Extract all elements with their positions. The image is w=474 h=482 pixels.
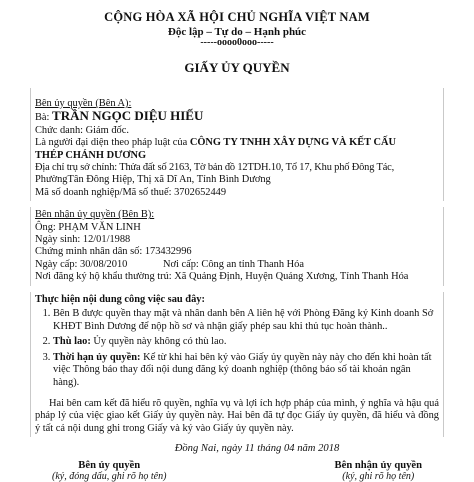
signature-party-b <box>335 460 422 482</box>
party-a-rep-line <box>35 137 439 149</box>
party-a-rep-prefix: Là người đại diện theo pháp luật của <box>35 137 190 149</box>
party-a-heading: Bên ủy quyền (Bên A): <box>35 98 132 109</box>
content-item-3-text: Kể từ khi hai bên ký vào Giấy ủy quyền này này cho đến khi hoàn tất việc Thông báo thay đổi nội dung đăng ký doanh nghiệp (thông báo số tài khoản ngân hàng). <box>53 351 432 389</box>
party-b-dob: Ngày sinh: 12/01/1988 <box>35 234 131 246</box>
content-item-2 <box>53 336 439 349</box>
party-a-name: TRẦN NGỌC DIỆU HIẾU <box>52 108 204 124</box>
signature-block <box>30 460 444 482</box>
party-a-position: Chức danh: Giám đốc. <box>35 124 129 136</box>
national-title: CỘNG HÒA XÃ HỘI CHỦ NGHĨA VIỆT NAM <box>104 10 370 24</box>
content-item-3-label: Thời hạn ủy quyền: <box>53 351 141 363</box>
content-heading: Thực hiện nội dung công việc sau đây: <box>35 293 205 305</box>
party-b-residence-line <box>35 271 439 283</box>
date-place: Đồng Nai, ngày 11 tháng 04 năm 2018 <box>174 443 340 455</box>
party-b-residence: Xã Quảng Định, Huyện Quảng Xương, Tỉnh Thanh Hóa <box>174 271 409 283</box>
party-a-company-line2: THÉP CHÁNH DƯƠNG <box>35 149 147 161</box>
party-a-tax-id: Mã số doanh nghiệp/Mã số thuế: 3702652449 <box>35 186 227 198</box>
party-b-issue-date: Ngày cấp: 30/08/2010 <box>35 258 128 270</box>
party-a-section <box>30 88 444 201</box>
signature-a-role: Bên ủy quyền <box>78 460 141 472</box>
content-item-2-label: Thù lao: <box>53 336 91 348</box>
content-item-2-text: Ủy quyền này không có thù lao. <box>90 336 227 348</box>
national-motto: Độc lập – Tự do – Hạnh phúc <box>167 26 307 38</box>
party-a-address-line2: PhườngTân Đông Hiệp, Thị xã Dĩ An, Tỉnh Bình Dương <box>35 174 271 186</box>
party-a-address-line1: Địa chỉ trụ sở chính: Thửa đất số 2163, Tờ bản đồ 12TDH.10, Tổ 17, Khu phố Đông Tác, <box>35 162 395 174</box>
party-b-issue-row <box>35 259 439 271</box>
header-separator: -----oooo0ooo----- <box>200 37 274 48</box>
party-b-section <box>30 207 444 285</box>
party-b-id-number: Chứng minh nhân dân số: 173432996 <box>35 246 192 258</box>
party-b-name: Ông: PHẠM VĂN LINH <box>35 221 141 233</box>
content-item-1-text: Bên B được quyền thay mặt và nhân danh bên A liên hệ với Phòng Đăng ký Kinh doanh Sở KHĐT Bình Dương để nộp hồ sơ và nhận giấy phép sau khi thủ tục hoàn thành.. <box>53 308 434 332</box>
content-item-1 <box>53 308 439 333</box>
party-a-company-line1: CÔNG TY TNHH XÂY DỰNG VÀ KẾT CẤU <box>189 137 397 149</box>
signature-a-note: (ký, đóng dấu, ghi rõ họ tên) <box>52 471 167 482</box>
party-b-residence-label: Nơi đăng ký hộ khẩu thường trú: <box>35 271 175 283</box>
party-a-name-line <box>35 110 439 124</box>
content-item-3 <box>53 352 439 390</box>
signature-b-note: (ký, ghi rõ họ tên) <box>342 471 415 482</box>
signature-b-role: Bên nhận ủy quyền <box>334 460 422 472</box>
content-list <box>35 308 439 390</box>
content-section <box>30 292 444 438</box>
document-header <box>30 10 444 48</box>
document-title: GIẤY ỦY QUYỀN <box>184 60 290 75</box>
party-b-issue-place: Nơi cấp: Công an tỉnh Thanh Hóa <box>163 258 304 270</box>
closing-paragraph: Hai bên cam kết đã hiểu rõ quyền, nghĩa vụ và lợi ích hợp pháp của mình, ý nghĩa và hậu quả pháp lý của việc giao kết Giấy ủy quyền này. Hai bên đã tự đọc Giấy ủy quyền, đã hiểu và đồng ý tất cả nội dung ghi trong Giấy và ký vào Giấy ủy quyền này. <box>35 397 439 434</box>
party-a-name-prefix: Bà: <box>35 112 53 124</box>
party-b-heading: Bên nhận ủy quyền (Bên B): <box>35 209 155 221</box>
signature-party-a <box>52 460 166 482</box>
